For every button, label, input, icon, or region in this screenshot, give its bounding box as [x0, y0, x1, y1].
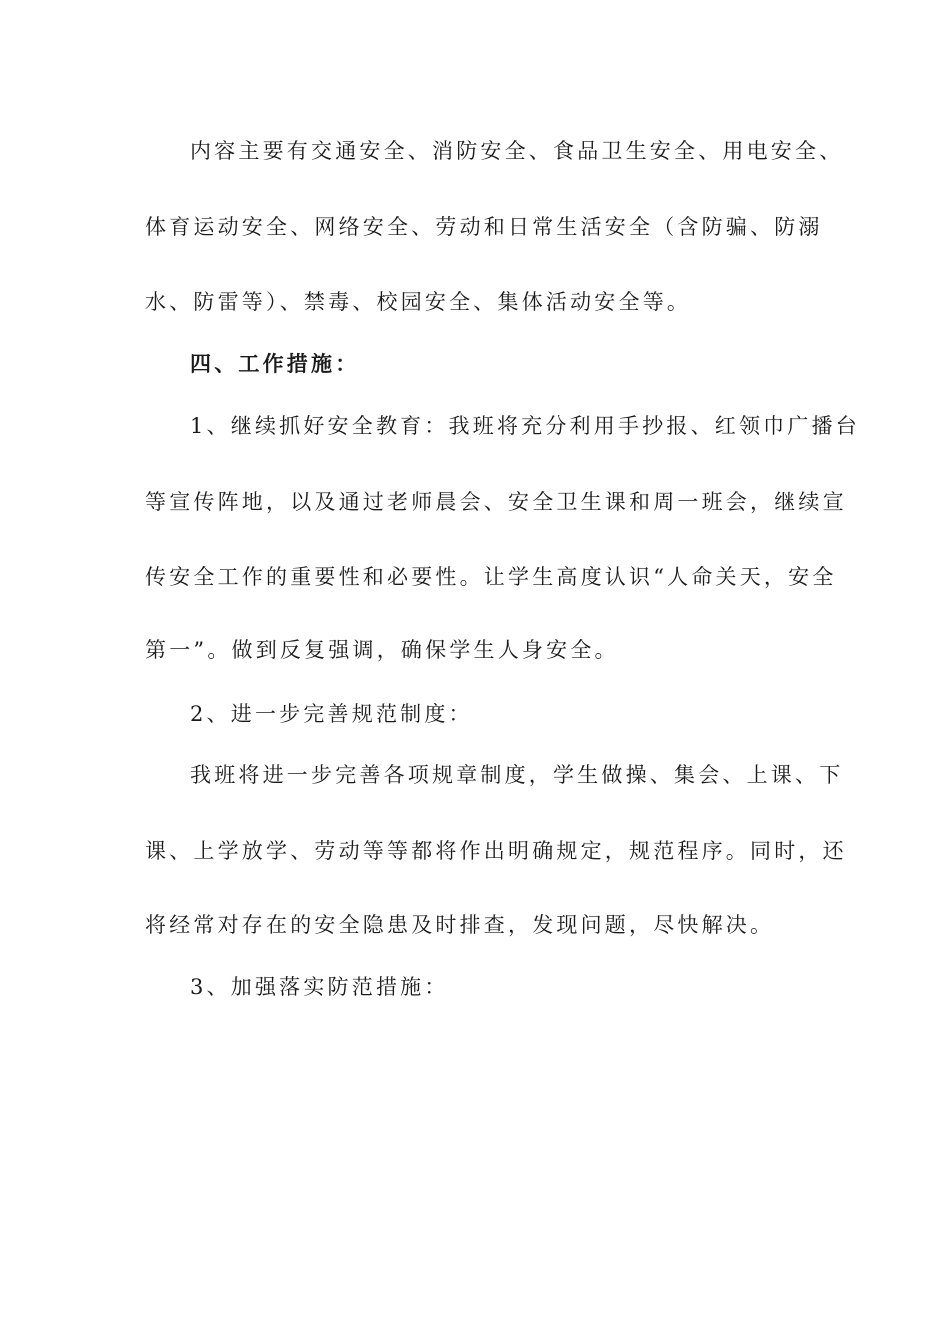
- item-2-line-3: 将经常对存在的安全隐患及时排查，发现问题，尽快解决。: [145, 913, 775, 937]
- section-heading-measures: 四、工作措施：: [190, 351, 360, 376]
- paragraph-content-line-2: 体育运动安全、网络安全、劳动和日常生活安全（含防骗、防溺: [145, 215, 823, 239]
- item-3-heading: 3、加强落实防范措施：: [190, 975, 449, 999]
- item-1-line-4: 第一”。做到反复强调，确保学生人身安全。: [145, 638, 619, 662]
- item-2-heading: 2、进一步完善规范制度：: [190, 702, 473, 726]
- item-1-line-2: 等宣传阵地，以及通过老师晨会、安全卫生课和周一班会，继续宣: [145, 490, 847, 514]
- item-2-line-2: 课、上学放学、劳动等等都将作出明确规定，规范程序。同时，还: [145, 839, 847, 863]
- item-1-line-1: 1、继续抓好安全教育：我班将充分利用手抄报、红领巾广播台: [190, 414, 860, 438]
- paragraph-content-line-1: 内容主要有交通安全、消防安全、食品卫生安全、用电安全、: [190, 139, 844, 163]
- item-2-line-1: 我班将进一步完善各项规章制度，学生做操、集会、上课、下: [190, 763, 844, 787]
- paragraph-content-line-3: 水、防雷等）、禁毒、校园安全、集体活动安全等。: [145, 290, 692, 314]
- item-1-line-3: 传安全工作的重要性和必要性。让学生高度认识“人命关天，安全: [145, 565, 837, 589]
